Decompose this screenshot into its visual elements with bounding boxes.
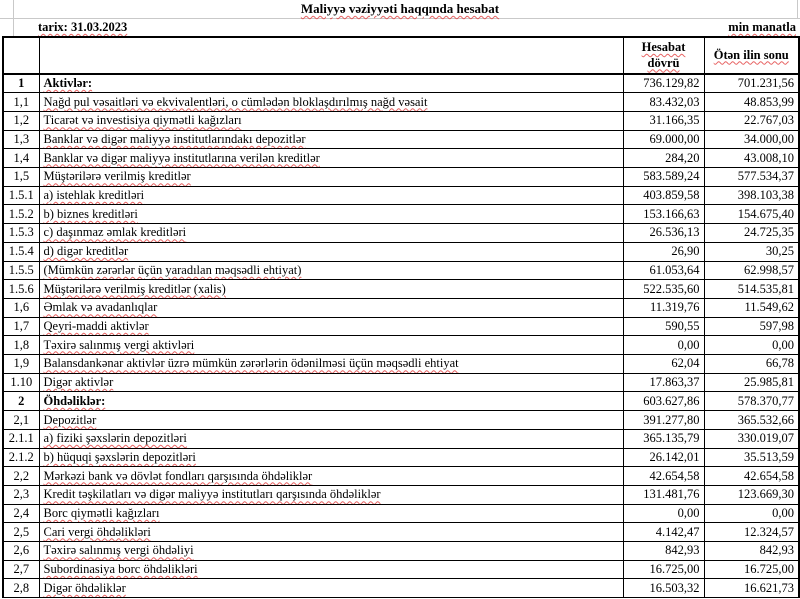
table-row: [3, 485, 799, 504]
row-label: Əmlak və avadanlıqlar: [43, 300, 158, 315]
value-previous: 514.535,81: [737, 281, 794, 296]
row-number: 1,1: [13, 94, 30, 109]
row-number-cell[interactable]: [3, 130, 39, 149]
value-previous: 154.675,40: [737, 206, 794, 221]
row-label: a) fiziki şəxslərin depozitləri: [43, 431, 187, 446]
value-current-cell[interactable]: [623, 186, 704, 205]
value-previous-cell[interactable]: [704, 373, 799, 392]
row-number: 1: [18, 76, 25, 91]
value-current: 603.627,86: [643, 393, 700, 408]
row-number-cell[interactable]: [3, 355, 39, 374]
value-previous-cell[interactable]: [704, 149, 799, 168]
row-number-cell[interactable]: [3, 205, 39, 224]
row-number: 2,8: [13, 580, 30, 595]
row-number: 1.10: [10, 375, 33, 390]
value-previous: 30,25: [765, 244, 794, 259]
table-row: [3, 298, 799, 317]
row-number: 2.1.1: [8, 431, 34, 446]
value-current: 0,00: [677, 337, 700, 352]
value-current: 83.432,03: [649, 94, 700, 109]
value-current-cell[interactable]: [623, 130, 704, 149]
value-current-cell[interactable]: [623, 149, 704, 168]
value-current: 365.135,79: [643, 431, 700, 446]
value-previous: 62.998,57: [744, 262, 794, 277]
table-row: [3, 429, 799, 448]
row-number: 2: [18, 393, 25, 408]
value-current-cell[interactable]: [623, 224, 704, 243]
value-current-cell[interactable]: [623, 542, 704, 561]
value-previous: 48.853,99: [744, 94, 794, 109]
value-current: 153.166,63: [643, 206, 700, 221]
value-previous-cell[interactable]: [704, 542, 799, 561]
value-current-cell[interactable]: [623, 261, 704, 280]
row-number-cell[interactable]: [3, 504, 39, 523]
value-current-cell[interactable]: [623, 523, 704, 542]
row-label-cell[interactable]: [39, 523, 623, 542]
value-current: 131.481,76: [643, 487, 700, 502]
row-number-cell[interactable]: [3, 224, 39, 243]
row-label: Cari vergi öhdəlikləri: [43, 524, 151, 539]
header-cell-previous-period[interactable]: [704, 37, 799, 74]
row-label-cell[interactable]: [39, 130, 623, 149]
table-row: [3, 467, 799, 486]
value-previous-cell[interactable]: [704, 298, 799, 317]
row-number: 1,9: [13, 356, 30, 371]
table-row: [3, 504, 799, 523]
row-number-cell[interactable]: [3, 93, 39, 112]
row-label-cell[interactable]: [39, 579, 623, 598]
value-current: 4.142,47: [655, 524, 700, 539]
row-label: Depozitlər: [43, 412, 97, 427]
table-row: [3, 411, 799, 430]
row-label: Banklar və digər maliyyə institutlarına verilən kreditlər: [43, 150, 320, 165]
value-previous-cell[interactable]: [704, 280, 799, 299]
value-previous-cell[interactable]: [704, 560, 799, 579]
value-current-cell[interactable]: [623, 355, 704, 374]
row-number: 1.5.5: [8, 262, 34, 277]
row-number: 2.1.2: [8, 449, 34, 464]
row-label: Təxirə salınmış vergi öhdəliyi: [43, 543, 194, 558]
value-previous-cell[interactable]: [704, 336, 799, 355]
row-number: 1,4: [13, 150, 30, 165]
value-previous-cell[interactable]: [704, 317, 799, 336]
report-title: [0, 0, 800, 18]
value-previous: 66,78: [765, 356, 794, 371]
value-current-cell[interactable]: [623, 467, 704, 486]
row-number: 1.5.3: [8, 225, 34, 240]
table-row: [3, 149, 799, 168]
row-label-cell[interactable]: [39, 467, 623, 486]
row-number-cell[interactable]: [3, 280, 39, 299]
row-number: 1.5.4: [8, 244, 34, 259]
row-number-cell[interactable]: [3, 111, 39, 130]
value-previous-cell[interactable]: [704, 168, 799, 187]
row-label-cell[interactable]: [39, 392, 623, 411]
value-previous: 0,00: [772, 337, 794, 352]
row-label-cell[interactable]: [39, 242, 623, 261]
row-number: 1,8: [13, 337, 30, 352]
row-label: Balansdankənar aktivlər üzrə mümkün zərərlərin ödənilməsi üçün məqsədli ehtiyat: [43, 356, 459, 371]
row-number-cell[interactable]: [3, 429, 39, 448]
value-previous: 398.103,38: [737, 188, 794, 203]
table-row: [3, 523, 799, 542]
row-label-cell[interactable]: [39, 111, 623, 130]
value-previous-cell[interactable]: [704, 224, 799, 243]
row-number-cell[interactable]: [3, 168, 39, 187]
value-previous: 22.767,03: [744, 113, 794, 128]
value-previous-cell[interactable]: [704, 392, 799, 411]
row-number-cell[interactable]: [3, 149, 39, 168]
value-previous: 42.654,58: [744, 468, 794, 483]
header-cell-number[interactable]: [3, 37, 39, 74]
row-number-cell[interactable]: [3, 336, 39, 355]
value-previous: 35.513,59: [744, 449, 794, 464]
row-number-cell[interactable]: [3, 448, 39, 467]
value-previous-cell[interactable]: [704, 261, 799, 280]
row-label-cell[interactable]: [39, 93, 623, 112]
header-current-period-label: Hesabat dövrü: [641, 39, 686, 70]
meta-row: [0, 18, 800, 35]
value-current: 522.535,60: [643, 281, 700, 296]
row-number: 2,3: [13, 487, 30, 502]
row-label-cell[interactable]: [39, 355, 623, 374]
row-label: b) hüquqi şəxslərin depozitləri: [43, 449, 196, 464]
row-number-cell[interactable]: [3, 392, 39, 411]
row-number-cell[interactable]: [3, 542, 39, 561]
row-number: 1,3: [13, 131, 30, 146]
row-label-cell[interactable]: [39, 485, 623, 504]
value-current-cell[interactable]: [623, 392, 704, 411]
row-number-cell[interactable]: [3, 411, 39, 430]
row-label-cell[interactable]: [39, 448, 623, 467]
row-label-cell[interactable]: [39, 74, 623, 93]
value-previous-cell[interactable]: [704, 93, 799, 112]
row-number: 2,7: [13, 562, 30, 577]
row-number: 1,5: [13, 169, 30, 184]
value-current: 842,93: [665, 543, 700, 558]
unit-label: min manatla: [728, 20, 796, 34]
table-row: [3, 392, 799, 411]
row-number: 2,4: [13, 506, 30, 521]
row-label-cell[interactable]: [39, 298, 623, 317]
spreadsheet-gridline: [13, 0, 14, 36]
row-number: 2,6: [13, 543, 30, 558]
row-label-cell[interactable]: [39, 317, 623, 336]
value-current: 26.536,13: [649, 225, 700, 240]
row-number-cell[interactable]: [3, 242, 39, 261]
value-previous-cell[interactable]: [704, 355, 799, 374]
table-row: [3, 560, 799, 579]
value-previous-cell[interactable]: [704, 186, 799, 205]
value-current: 17.863,37: [649, 375, 700, 390]
table-row: [3, 579, 799, 598]
row-number-cell[interactable]: [3, 560, 39, 579]
row-number: 1,2: [13, 113, 30, 128]
value-previous-cell[interactable]: [704, 74, 799, 93]
value-previous-cell[interactable]: [704, 523, 799, 542]
row-label: Subordinasiya borc öhdəlikləri: [43, 562, 198, 577]
value-previous: 330.019,07: [737, 431, 794, 446]
row-label: b) biznes kreditləri: [43, 206, 138, 221]
value-current: 284,20: [665, 150, 700, 165]
value-current: 590,55: [665, 318, 700, 333]
row-number: 2,5: [13, 524, 30, 539]
value-previous: 43.008,10: [744, 150, 794, 165]
row-number-cell[interactable]: [3, 373, 39, 392]
value-previous-cell[interactable]: [704, 485, 799, 504]
value-current-cell[interactable]: [623, 298, 704, 317]
report-date: tarix: 31.03.2023: [38, 20, 128, 34]
row-label: d) digər kreditlər: [43, 244, 129, 259]
row-label: Müştərilərə verilmiş kreditlər: [43, 169, 191, 184]
row-number-cell[interactable]: [3, 467, 39, 486]
value-previous-cell[interactable]: [704, 205, 799, 224]
value-current-cell[interactable]: [623, 336, 704, 355]
table-row: [3, 448, 799, 467]
row-label-cell[interactable]: [39, 149, 623, 168]
table-header-row: [3, 37, 799, 74]
value-previous-cell[interactable]: [704, 504, 799, 523]
value-current: 16.725,00: [649, 562, 700, 577]
row-number-cell[interactable]: [3, 579, 39, 598]
row-label-cell[interactable]: [39, 168, 623, 187]
row-label: Borc qiymətli kağızları: [43, 506, 160, 521]
value-current: 26.142,01: [649, 449, 700, 464]
table-row: [3, 373, 799, 392]
row-label: Ticarət və investisiya qiymətli kağızları: [43, 113, 242, 128]
value-previous-cell[interactable]: [704, 579, 799, 598]
row-label: Mərkəzi bank və dövlət fondları qarşısında öhdəliklər: [43, 468, 313, 483]
row-number-cell[interactable]: [3, 74, 39, 93]
row-label-cell[interactable]: [39, 411, 623, 430]
row-number: 1,6: [13, 300, 30, 315]
table-row: [3, 168, 799, 187]
value-current-cell[interactable]: [623, 242, 704, 261]
value-current: 11.319,76: [649, 300, 700, 315]
value-previous-cell[interactable]: [704, 429, 799, 448]
table-row: [3, 111, 799, 130]
value-previous-cell[interactable]: [704, 411, 799, 430]
row-label: Qeyri-maddi aktivlər: [43, 318, 149, 333]
row-label-cell[interactable]: [39, 560, 623, 579]
value-current-cell[interactable]: [623, 317, 704, 336]
value-previous-cell[interactable]: [704, 448, 799, 467]
row-label-cell[interactable]: [39, 186, 623, 205]
value-current: 61.053,64: [649, 262, 700, 277]
table-row: [3, 130, 799, 149]
table-row: [3, 242, 799, 261]
value-previous: 24.725,35: [744, 225, 794, 240]
row-number-cell[interactable]: [3, 186, 39, 205]
row-number: 1.5.6: [8, 281, 34, 296]
header-previous-period-label: Ötən ilin sonu: [713, 47, 789, 62]
row-label-cell[interactable]: [39, 205, 623, 224]
table-row: [3, 224, 799, 243]
value-previous: 842,93: [759, 543, 794, 558]
row-number: 1.5.2: [8, 206, 34, 221]
value-previous: 11.549,62: [744, 300, 794, 315]
value-previous-cell[interactable]: [704, 111, 799, 130]
value-previous: 12.324,57: [744, 524, 794, 539]
row-label-cell[interactable]: [39, 224, 623, 243]
value-previous: 25.985,81: [744, 375, 794, 390]
value-previous: 577.534,37: [737, 169, 794, 184]
row-number-cell[interactable]: [3, 261, 39, 280]
value-previous-cell[interactable]: [704, 467, 799, 486]
value-current-cell[interactable]: [623, 205, 704, 224]
value-previous: 16.621,73: [744, 580, 794, 595]
value-current-cell[interactable]: [623, 504, 704, 523]
row-number: 1,7: [13, 318, 30, 333]
row-label: Aktivlər:: [43, 76, 93, 91]
row-label: a) istehlak kreditləri: [43, 188, 145, 203]
value-previous: 701.231,56: [737, 76, 794, 91]
table-row: [3, 186, 799, 205]
value-current-cell[interactable]: [623, 411, 704, 430]
value-previous-cell[interactable]: [704, 130, 799, 149]
value-current: 31.166,35: [649, 113, 700, 128]
value-current: 42.654,58: [649, 468, 700, 483]
value-previous: 365.532,66: [737, 412, 794, 427]
row-label-cell[interactable]: [39, 542, 623, 561]
row-label-cell[interactable]: [39, 261, 623, 280]
value-current: 16.503,32: [649, 580, 700, 595]
value-current: 403.859,58: [643, 188, 700, 203]
table-row: [3, 355, 799, 374]
row-number: 2,1: [13, 412, 30, 427]
value-current-cell[interactable]: [623, 280, 704, 299]
financial-statement-table: [2, 36, 800, 598]
row-label: Təxirə salınmış vergi aktivləri: [43, 337, 195, 352]
table-row: [3, 336, 799, 355]
value-current: 26,90: [671, 244, 700, 259]
value-previous-cell[interactable]: [704, 242, 799, 261]
row-label-cell[interactable]: [39, 280, 623, 299]
report-title-text: Maliyyə vəziyyəti haqqında hesabat: [300, 1, 500, 16]
table-row: [3, 542, 799, 561]
value-current-cell[interactable]: [623, 429, 704, 448]
value-current-cell[interactable]: [623, 448, 704, 467]
value-previous: 0,00: [772, 506, 794, 521]
row-label: Nağd pul vəsaitləri və ekvivalentləri, o cümlədən bloklaşdırılmış nağd vəsait: [43, 94, 428, 109]
value-previous: 16.725,00: [744, 562, 794, 577]
table-row: [3, 93, 799, 112]
row-label: Müştərilərə verilmiş kreditlər (xalis): [43, 281, 226, 296]
value-current: 736.129,82: [643, 76, 700, 91]
row-number-cell[interactable]: [3, 485, 39, 504]
value-current-cell[interactable]: [623, 93, 704, 112]
value-current: 69.000,00: [649, 131, 700, 146]
row-label: Digər aktivlər: [43, 375, 114, 390]
value-current-cell[interactable]: [623, 373, 704, 392]
row-number: 2,2: [13, 468, 30, 483]
table-row: [3, 261, 799, 280]
value-current-cell[interactable]: [623, 111, 704, 130]
table-row: [3, 317, 799, 336]
spreadsheet-gridline: [797, 0, 798, 18]
value-previous: 34.000,00: [744, 131, 794, 146]
value-current: 583.589,24: [643, 169, 700, 184]
row-number-cell[interactable]: [3, 298, 39, 317]
row-number: 1.5.1: [8, 188, 34, 203]
value-current: 391.277,80: [643, 412, 700, 427]
value-current-cell[interactable]: [623, 168, 704, 187]
header-cell-current-period[interactable]: [623, 37, 704, 74]
value-current-cell[interactable]: [623, 74, 704, 93]
row-label: Öhdəliklər:: [43, 393, 106, 408]
row-label-cell[interactable]: [39, 336, 623, 355]
value-current-cell[interactable]: [623, 485, 704, 504]
table-row: [3, 74, 799, 93]
value-current-cell[interactable]: [623, 560, 704, 579]
value-previous: 123.669,30: [737, 487, 794, 502]
row-label: Kredit təşkilatları və digər maliyyə institutları qarşısında öhdəliklər: [43, 487, 381, 502]
row-label-cell[interactable]: [39, 373, 623, 392]
value-previous: 597,98: [759, 318, 794, 333]
value-current: 62,04: [671, 356, 700, 371]
row-label: c) daşınmaz əmlak kreditləri: [43, 225, 187, 240]
row-number-cell[interactable]: [3, 317, 39, 336]
row-label: Banklar və digər maliyyə institutlarındakı depozitlər: [43, 131, 306, 146]
row-label: Digər öhdəliklər: [43, 580, 126, 595]
value-previous: 578.370,77: [737, 393, 794, 408]
row-label-cell[interactable]: [39, 429, 623, 448]
value-current: 0,00: [677, 506, 700, 521]
row-label: (Mümkün zərərlər üçün yaradılan məqsədli ehtiyat): [43, 262, 302, 277]
row-label-cell[interactable]: [39, 504, 623, 523]
table-row: [3, 280, 799, 299]
value-current-cell[interactable]: [623, 579, 704, 598]
row-number-cell[interactable]: [3, 523, 39, 542]
table-row: [3, 205, 799, 224]
header-cell-description[interactable]: [39, 37, 623, 74]
